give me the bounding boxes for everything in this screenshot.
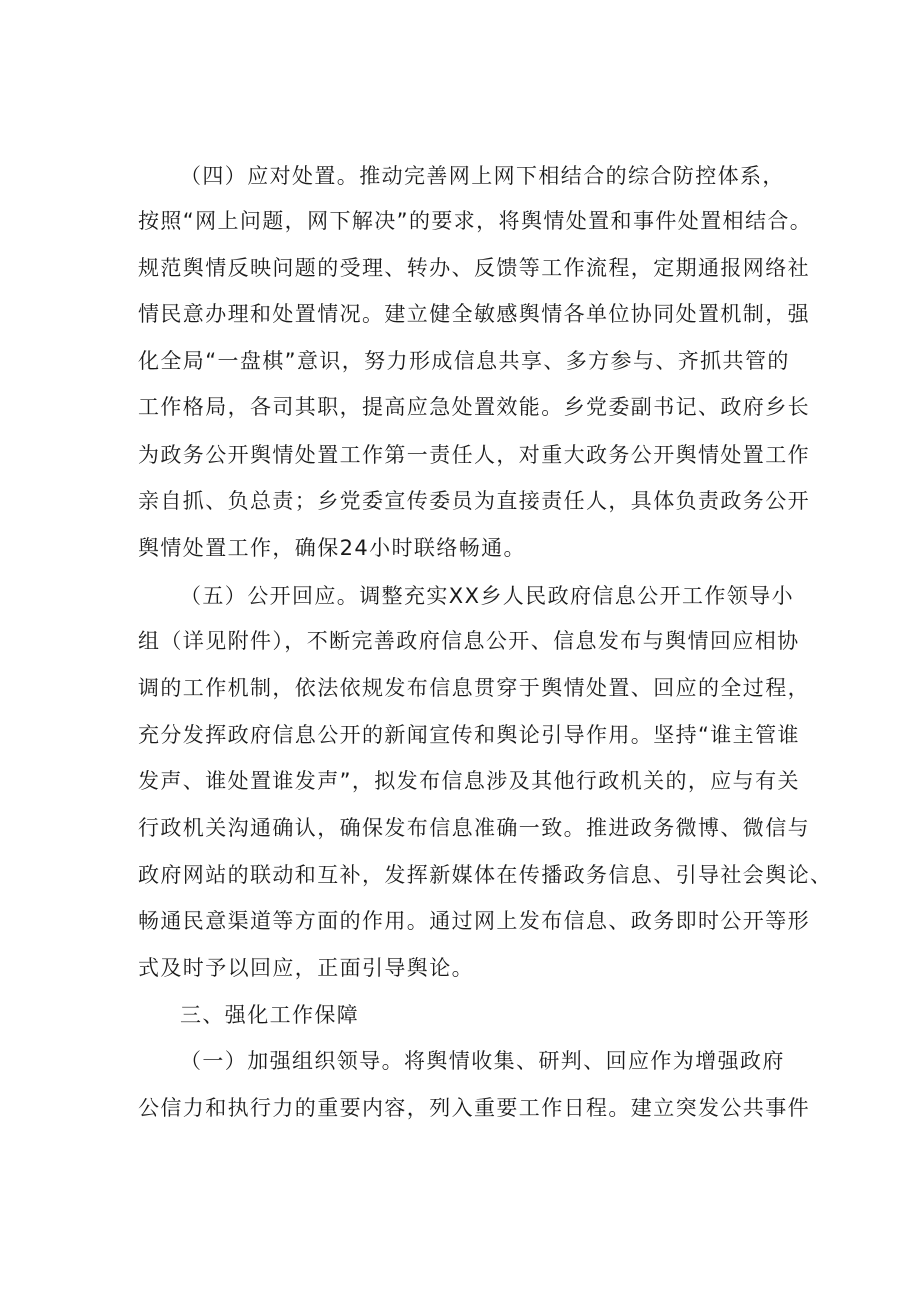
paragraph-line: （五）公开回应。调整充实XX乡人民政府信息公开工作领导小: [180, 584, 794, 608]
paragraph-line: 发声、谁处置谁发声”，拟发布信息涉及其他行政机关的，应与有关: [138, 769, 800, 793]
paragraph-line: 调的工作机制，依法依规发布信息贯穿于舆情处置、回应的全过程，: [138, 676, 810, 700]
paragraph-line: 行政机关沟通确认，确保发布信息准确一致。推进政务微博、微信与: [138, 816, 810, 840]
paragraph-line: 化全局“一盘棋”意识，努力形成信息共享、多方参与、齐抓共管的: [138, 349, 790, 373]
paragraph-line: 政府网站的联动和互补，发挥新媒体在传播政务信息、引导社会舆论、: [138, 863, 833, 887]
paragraph-line: 公信力和执行力的重要内容，列入重要工作日程。建立突发公共事件: [138, 1096, 810, 1120]
section-heading: 三、强化工作保障: [180, 1003, 360, 1027]
paragraph-line: 工作格局，各司其职，提高应急处置效能。乡党委副书记、政府乡长: [138, 395, 810, 419]
paragraph-line: 亲自抓、负总责；乡党委宣传委员为直接责任人，具体负责政务公开: [138, 489, 810, 513]
paragraph-line: （四）应对处置。推动完善网上网下相结合的综合防控体系，: [180, 164, 785, 188]
paragraph-line: 组（详见附件），不断完善政府信息公开、信息发布与舆情回应相协: [138, 629, 800, 653]
paragraph-line: 情民意办理和处置情况。建立健全敏感舆情各单位协同处置机制，强: [138, 302, 810, 326]
paragraph-line: 规范舆情反映问题的受理、转办、反馈等工作流程，定期通报网络社: [138, 256, 810, 280]
paragraph-line: 式及时予以回应，正面引导舆论。: [138, 956, 474, 980]
paragraph-line: 充分发挥政府信息公开的新闻宣传和舆论引导作用。坚持“谁主管谁: [138, 723, 800, 747]
paragraph-line: 按照“网上问题，网下解决”的要求，将舆情处置和事件处置相结合。: [138, 209, 813, 233]
paragraph-line: 舆情处置工作，确保24小时联络畅通。: [138, 536, 526, 560]
paragraph-line: （一）加强组织领导。将舆情收集、研判、回应作为增强政府: [180, 1049, 785, 1073]
paragraph-line: 为政务公开舆情处置工作第一责任人，对重大政务公开舆情处置工作: [138, 443, 810, 467]
paragraph-line: 畅通民意渠道等方面的作用。通过网上发布信息、政务即时公开等形: [138, 909, 810, 933]
